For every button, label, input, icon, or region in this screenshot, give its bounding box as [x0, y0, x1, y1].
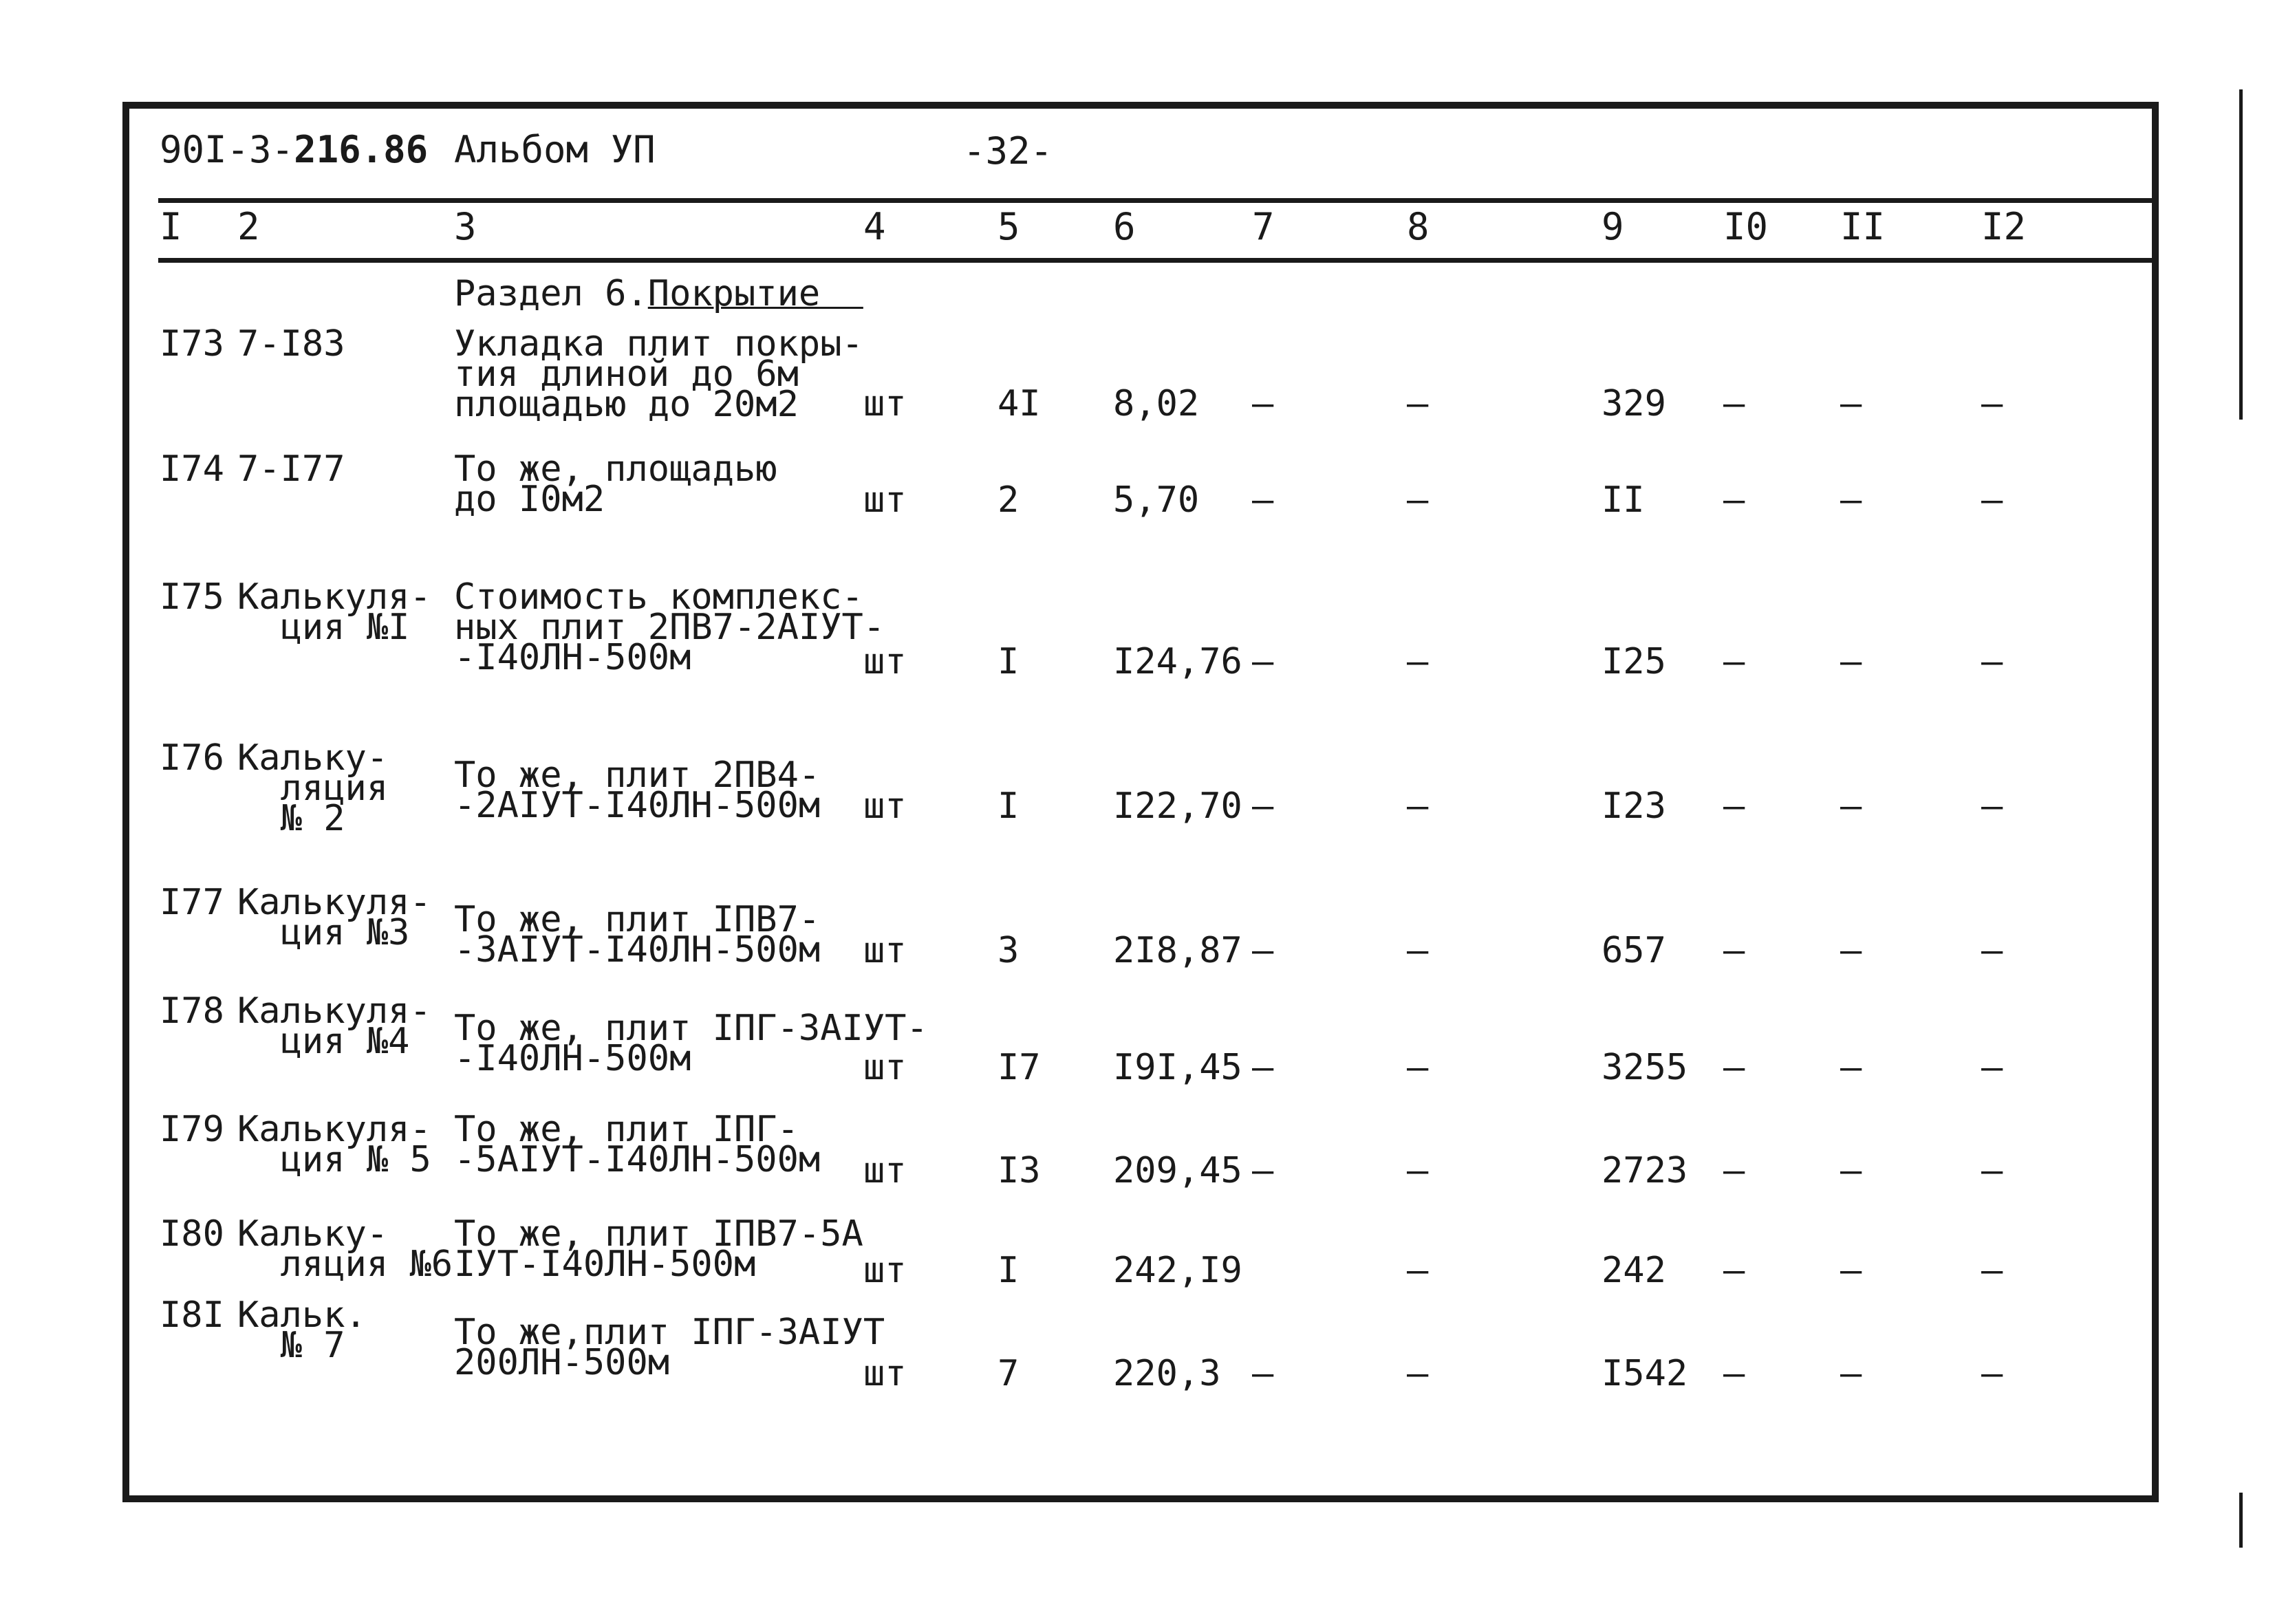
cell-quantity: I: [998, 786, 1020, 827]
cell-quantity: I: [998, 641, 1020, 682]
cell-description: То же, плит IПГ- -5АIУТ-I40ЛН-500м: [454, 1109, 821, 1180]
cell-quantity: I3: [998, 1150, 1041, 1191]
column-header-10: I0: [1723, 205, 1769, 248]
cell-col11: –: [1840, 1250, 1862, 1291]
cell-col8: –: [1407, 930, 1429, 971]
cell-col10: –: [1723, 1150, 1745, 1191]
cell-description: То же, плит IПГ-3АIУТ- -I40ЛН-500м: [454, 1008, 928, 1079]
column-header-4: 4: [863, 205, 886, 248]
cell-total: 3255: [1602, 1047, 1688, 1088]
cell-col12: –: [1981, 479, 2003, 521]
cell-unit-price: 2I8,87: [1113, 930, 1242, 971]
cell-col11: –: [1840, 786, 1862, 827]
cell-total: I25: [1602, 641, 1666, 682]
cell-col10: –: [1723, 383, 1745, 424]
cell-description: Укладка плит покры- тия длиной до 6м площадью до 20м2: [454, 323, 863, 425]
cell-col11: –: [1840, 641, 1862, 682]
cell-col12: –: [1981, 930, 2003, 971]
cell-col12: –: [1981, 1250, 2003, 1291]
cell-quantity: I7: [998, 1047, 1041, 1088]
cell-unit: шт: [863, 786, 907, 827]
page-number: -32-: [963, 129, 1053, 173]
cell-col10: –: [1723, 1353, 1745, 1394]
cell-col7: –: [1252, 1353, 1274, 1394]
cell-description: Стоимость комплекс- ных плит 2ПВ7-2АIУТ- -I40ЛН-500м: [454, 576, 885, 678]
cell-col12: –: [1981, 641, 2003, 682]
cell-col11: –: [1840, 1047, 1862, 1088]
cell-col12: –: [1981, 786, 2003, 827]
cell-row-number: I74: [160, 448, 224, 490]
column-header-11: II: [1840, 205, 1886, 248]
cell-unit: шт: [863, 479, 907, 521]
cell-unit: шт: [863, 1047, 907, 1088]
cell-col7: –: [1252, 930, 1274, 971]
cell-col7: –: [1252, 641, 1274, 682]
column-header-rule: [158, 258, 2153, 263]
cell-row-number: I79: [160, 1109, 224, 1150]
cell-col8: –: [1407, 1353, 1429, 1394]
cell-quantity: 7: [998, 1353, 1020, 1394]
cell-col11: –: [1840, 479, 1862, 521]
cell-col8: –: [1407, 1047, 1429, 1088]
cell-col11: –: [1840, 930, 1862, 971]
cell-quantity: I: [998, 1250, 1020, 1291]
cell-unit-price: I24,76: [1113, 641, 1242, 682]
cell-col11: –: [1840, 1353, 1862, 1394]
cell-col10: –: [1723, 479, 1745, 521]
cell-col8: –: [1407, 479, 1429, 521]
cell-total: II: [1602, 479, 1645, 521]
column-header-9: 9: [1602, 205, 1624, 248]
right-edge-mark: [2239, 89, 2243, 420]
cell-row-number: I73: [160, 323, 224, 365]
cell-reference: Калькуля- ция № 5: [237, 1109, 431, 1180]
cell-col10: –: [1723, 930, 1745, 971]
cell-col12: –: [1981, 1353, 2003, 1394]
cell-description: То же, площадью до I0м2: [454, 448, 777, 520]
cell-col12: –: [1981, 1150, 2003, 1191]
document-code: 90I-3-216.86: [160, 128, 429, 171]
cell-unit: шт: [863, 641, 907, 682]
cell-reference: Калькуля- ция №3: [237, 882, 431, 953]
cell-reference: Кальк. № 7: [237, 1295, 367, 1366]
cell-col7: –: [1252, 1150, 1274, 1191]
column-header-3: 3: [454, 205, 477, 248]
cell-unit: шт: [863, 1250, 907, 1291]
cell-col12: –: [1981, 383, 2003, 424]
cell-description: То же, плит IПВ7- -3АIУТ-I40ЛН-500м: [454, 899, 821, 971]
cell-reference: 7-I77: [237, 448, 345, 490]
cell-col8: –: [1407, 383, 1429, 424]
cell-row-number: I78: [160, 990, 224, 1032]
cell-row-number: I76: [160, 737, 224, 779]
cell-col8: –: [1407, 786, 1429, 827]
cell-reference: Калькуля- ция №I: [237, 576, 431, 648]
cell-unit-price: 220,3: [1113, 1353, 1221, 1394]
cell-unit-price: I22,70: [1113, 786, 1242, 827]
cell-unit: шт: [863, 930, 907, 971]
cell-description: То же,плит IПГ-3АIУТ 200ЛН-500м: [454, 1312, 885, 1383]
cell-unit-price: 209,45: [1113, 1150, 1242, 1191]
cell-unit-price: 5,70: [1113, 479, 1200, 521]
cell-col12: –: [1981, 1047, 2003, 1088]
cell-col11: –: [1840, 1150, 1862, 1191]
cell-col10: –: [1723, 641, 1745, 682]
cell-total: 329: [1602, 383, 1666, 424]
column-header-12: I2: [1981, 205, 2027, 248]
cell-col10: –: [1723, 1250, 1745, 1291]
column-header-2: 2: [237, 205, 260, 248]
album-label: Альбом УП: [454, 128, 656, 171]
cell-col8: –: [1407, 641, 1429, 682]
cell-unit: шт: [863, 1353, 907, 1394]
cell-row-number: I80: [160, 1213, 224, 1255]
cell-reference: Кальку- ляция № 2: [237, 737, 389, 839]
column-header-7: 7: [1252, 205, 1275, 248]
column-header-6: 6: [1113, 205, 1136, 248]
cell-quantity: 4I: [998, 383, 1041, 424]
cell-col7: –: [1252, 479, 1274, 521]
cell-row-number: I77: [160, 882, 224, 923]
cell-col7: –: [1252, 383, 1274, 424]
cell-unit: шт: [863, 383, 907, 424]
cell-col7: –: [1252, 1047, 1274, 1088]
cell-quantity: 3: [998, 930, 1020, 971]
cell-total: I542: [1602, 1353, 1688, 1394]
cell-total: 242: [1602, 1250, 1666, 1291]
cell-col8: –: [1407, 1250, 1429, 1291]
cell-reference: Кальку- ляция №6: [237, 1213, 453, 1285]
right-edge-mark-lower: [2239, 1493, 2243, 1548]
cell-quantity: 2: [998, 479, 1020, 521]
cell-col11: –: [1840, 383, 1862, 424]
cell-col10: –: [1723, 786, 1745, 827]
cell-description: То же, плит IПВ7-5А IУТ-I40ЛН-500м: [454, 1213, 863, 1285]
cell-reference: Калькуля- ция №4: [237, 990, 431, 1062]
section-heading: Раздел 6.Покрытие: [454, 273, 863, 314]
cell-unit-price: 8,02: [1113, 383, 1200, 424]
cell-col8: –: [1407, 1150, 1429, 1191]
header-rule: [158, 198, 2153, 203]
cell-total: 2723: [1602, 1150, 1688, 1191]
cell-row-number: I8I: [160, 1295, 224, 1336]
cell-row-number: I75: [160, 576, 224, 618]
cell-unit-price: 242,I9: [1113, 1250, 1242, 1291]
cell-reference: 7-I83: [237, 323, 345, 365]
cell-description: То же, плит 2ПВ4- -2АIУТ-I40ЛН-500м: [454, 755, 821, 826]
cell-total: 657: [1602, 930, 1666, 971]
cell-col10: –: [1723, 1047, 1745, 1088]
column-header-8: 8: [1407, 205, 1430, 248]
cell-col7: –: [1252, 786, 1274, 827]
cell-unit-price: I9I,45: [1113, 1047, 1242, 1088]
column-header-5: 5: [998, 205, 1020, 248]
cell-unit: шт: [863, 1150, 907, 1191]
column-header-1: I: [160, 205, 182, 248]
cell-total: I23: [1602, 786, 1666, 827]
